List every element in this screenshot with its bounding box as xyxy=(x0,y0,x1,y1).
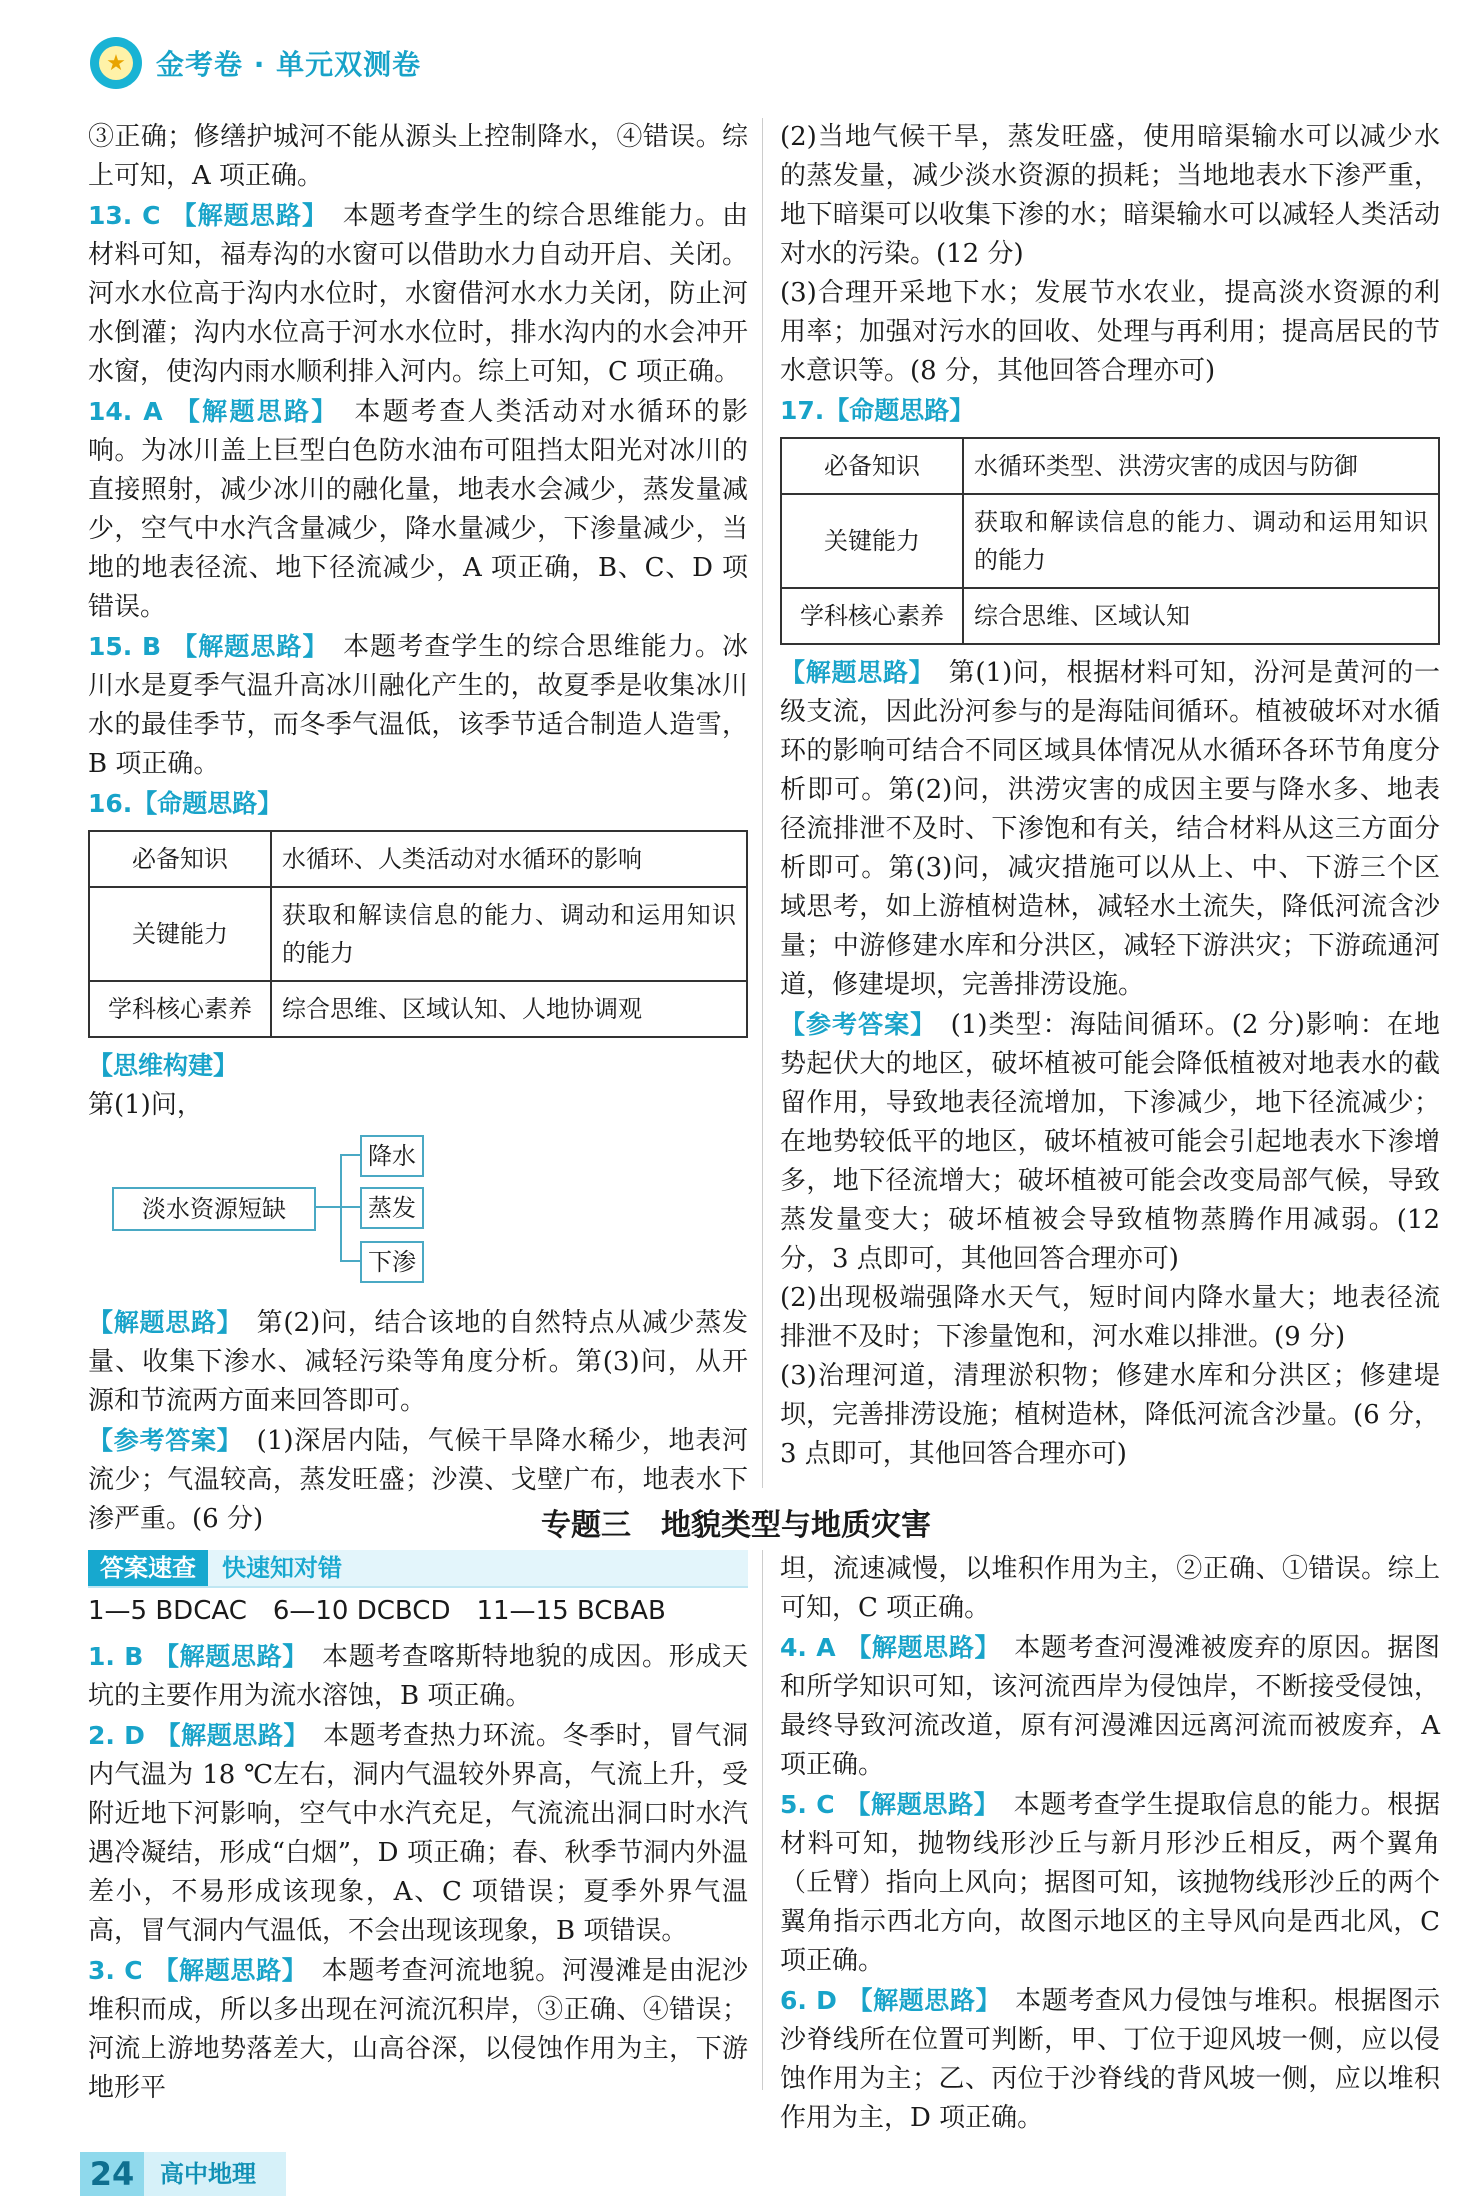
answer-16-heading: 16.【命题思路】 xyxy=(88,789,283,818)
paragraph: (2)当地气候干旱，蒸发旺盛，使用暗渠输水可以减少水的蒸发量，减少淡水资源的损耗；当地地表水下渗严重，地下暗渠可以收集下渗的水；暗渠输水可以减轻人类活动对水的污染。(12 分) xyxy=(780,122,1440,269)
answer-4: 4. A 【解题思路】 本题考查河漫滩被废弃的原因。据图和所学知识可知，该河流西岸为侵蚀岸，不断接受侵蚀，最终导致河流改道，原有河漫滩因远离河流而被废弃，A 项正确。 xyxy=(780,1633,1440,1780)
answer-6: 6. D 【解题思路】 本题考查风力侵蚀与堆积。根据图示沙脊线所在位置可判断，甲、丁位于迎风坡一侧，应以侵蚀作用为主；乙、丙位于沙脊线的背风坡一侧，应以堆积作用为主，D 项正确。 xyxy=(780,1986,1440,2133)
left-column xyxy=(88,118,748,1539)
paragraph: (3)合理开采地下水；发展节水农业，提高淡水资源的利用率；加强对污水的回收、处理与再利用；提高居民的节水意识等。(8 分，其他回答合理亦可) xyxy=(780,278,1440,386)
answer-5: 5. C 【解题思路】 本题考查学生提取信息的能力。根据材料可知，抛物线形沙丘与新月形沙丘相反，两个翼角（丘臂）指向上风向；据图可知，该抛物线形沙丘的两个翼角指示西北方向，故图示地区的主导风向是西北风，C 项正确。 xyxy=(780,1790,1440,1976)
proposition-table-16: 必备知识 水循环、人类活动对水循环的影响 关键能力 获取和解读信息的能力、调动和运用知识的能力 学科核心素养 综合思维、区域认知、人地协调观 xyxy=(88,830,748,1038)
answer-17-heading: 17.【命题思路】 xyxy=(780,396,975,425)
mind-map-branch: 下渗 xyxy=(360,1241,424,1283)
bottom-left-column xyxy=(88,1550,748,2108)
subject-label: 高中地理 xyxy=(144,2152,286,2196)
book-title: 金考卷 · 单元双测卷 xyxy=(156,48,422,81)
paragraph: (3)治理河道，清理淤积物；修建水库和分洪区；修建堤坝，完善排涝设施；植树造林，降低河流含沙量。(6 分，3 点即可，其他回答合理亦可) xyxy=(780,1361,1440,1469)
medal-icon: ★ xyxy=(90,37,142,89)
reference-answer-16: 【参考答案】 (1)深居内陆，气候干旱降水稀少，地表河流少；气温较高，蒸发旺盛；沙漠、戈壁广布，地表水下渗严重。(6 分) xyxy=(88,1426,748,1534)
connector xyxy=(340,1260,360,1262)
connector xyxy=(314,1206,340,1208)
proposition-table-17: 必备知识 水循环类型、洪涝灾害的成因与防御 关键能力 获取和解读信息的能力、调动和运用知识的能力 学科核心素养 综合思维、区域认知 xyxy=(780,437,1440,645)
page-footer xyxy=(80,2150,380,2198)
connector xyxy=(340,1154,360,1156)
right-column xyxy=(780,118,1440,1474)
page-header xyxy=(90,38,421,88)
bottom-right-column xyxy=(780,1550,1440,2138)
part1-label: 第(1)问， xyxy=(88,1090,203,1120)
section-title: 专题三 地貌类型与地质灾害 xyxy=(541,1508,931,1543)
page-number: 24 xyxy=(80,2152,144,2196)
column-divider xyxy=(762,118,763,1488)
column-divider xyxy=(762,1550,763,2090)
paragraph: (2)出现极端强降水天气，短时间内降水量大；地表径流排泄不及时；下渗量饱和，河水难以排泄。(9 分) xyxy=(780,1283,1440,1352)
mind-map xyxy=(88,1129,788,1299)
answer-3: 3. C 【解题思路】 本题考查河流地貌。河漫滩是由泥沙堆积而成，所以多出现在河流沉积岸，③正确、④错误；河流上游地势落差大，山高谷深，以侵蚀作用为主，下游地形平 xyxy=(88,1956,748,2103)
mind-map-branch: 降水 xyxy=(360,1135,424,1177)
connector xyxy=(340,1154,342,1262)
answer-15: 15. B 【解题思路】 本题考查学生的综合思维能力。冰川水是夏季气温升高冰川融化产生的，故夏季是收集冰川水的最佳季节，而冬季气温低，该季节适合制造人造雪，B 项正确。 xyxy=(88,632,748,779)
quick-answers: 1—5 BDCAC 6—10 DCBCD 11—15 BCBAB xyxy=(88,1596,666,1626)
answer-13: 13. C 【解题思路】 本题考查学生的综合思维能力。由材料可知，福寿沟的水窗可以借助水力自动开启、关闭。河水水位高于沟内水位时，水窗借河水水力关闭，防止河水倒灌；沟内水位高于河水水位时，排水沟内的水会冲开水窗，使沟内雨水顺利排入河内。综上可知，C 项正确。 xyxy=(88,201,748,387)
thinking-heading: 【思维构建】 xyxy=(88,1051,239,1080)
reference-answer-17: 【参考答案】 (1)类型：海陆间循环。(2 分)影响：在地势起伏大的地区，破坏植被可能会降低植被对地表水的截留作用，导致地表径流增加，下渗减少，地下径流减少；在地势较低平的地区，破坏植被可能会引起地表水下渗增多，地下径流增大；破坏植被可能会改变局部气候，导致蒸发量变大；破坏植被会导致植物蒸腾作用减弱。(12 分，3 点即可，其他回答合理亦可) xyxy=(780,1010,1440,1274)
mind-map-branch: 蒸发 xyxy=(360,1187,424,1229)
answer-1: 1. B 【解题思路】 本题考查喀斯特地貌的成因。形成天坑的主要作用为流水溶蚀，B 项正确。 xyxy=(88,1642,748,1711)
answer-2: 2. D 【解题思路】 本题考查热力环流。冬季时，冒气洞内气温为 18 ℃左右，洞内气温较外界高，气流上升，受附近地下河影响，空气中水汽充足，气流流出洞口时水汽遇冷凝结，形成“白烟”，D 项正确；春、秋季节洞内外温差小，不易形成该现象，A、C 项错误；夏季外界气温高，冒气洞内气温低，不会出现该现象，B 项错误。 xyxy=(88,1721,748,1946)
paragraph: 坦，流速减慢，以堆积作用为主，②正确、①错误。综上可知，C 项正确。 xyxy=(780,1554,1440,1623)
answer-14: 14. A 【解题思路】 本题考查人类活动对水循环的影响。为冰川盖上巨型白色防水油布可阻挡太阳光对冰川的直接照射，减少冰川的融化量，地表水会减少，蒸发量减少，空气中水汽含量减少，降水量减少，下渗量减少，当地的地表径流、地下径流减少，A 项正确，B、C、D 项错误。 xyxy=(88,397,748,622)
solve-17: 【解题思路】 第(1)问，根据材料可知，汾河是黄河的一级支流，因此汾河参与的是海陆间循环。植被破坏对水循环的影响可结合不同区域具体情况从水循环各环节角度分析即可。第(2)问，洪涝灾害的成因主要与降水多、地表径流排泄不及时、下渗饱和有关，结合材料从这三方面分析即可。第(3)问，减灾措施可以从上、中、下游三个区域思考，如上游植树造林，减轻水土流失，降低河流含沙量；中游修建水库和分洪区，减轻下游洪灾；下游疏通河道，修建堤坝，完善排涝设施。 xyxy=(780,658,1440,1000)
mind-map-root: 淡水资源短缺 xyxy=(112,1187,316,1231)
solve-16: 【解题思路】 第(2)问，结合该地的自然特点从减少蒸发量、收集下渗水、减轻污染等角度分析。第(3)问，从开源和节流两方面来回答即可。 xyxy=(88,1308,748,1416)
connector xyxy=(340,1206,360,1208)
quick-answer-bar: 答案速查 快速知对错 xyxy=(88,1550,748,1588)
paragraph: ③正确；修缮护城河不能从源头上控制降水，④错误。综上可知，A 项正确。 xyxy=(88,122,748,191)
